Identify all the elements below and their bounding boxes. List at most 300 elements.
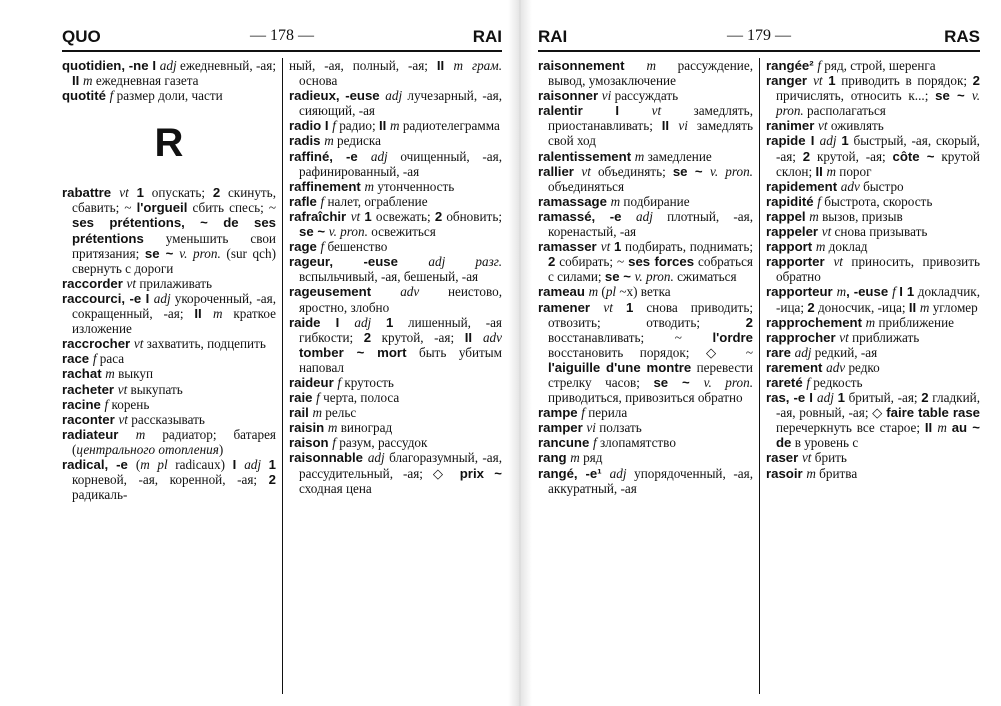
entry-text: лишенный, -ая гибкости; xyxy=(299,314,502,345)
headword: raisonner xyxy=(538,88,602,104)
dictionary-entry xyxy=(538,58,753,88)
headword: ralentissement xyxy=(538,148,635,164)
dictionary-entry xyxy=(289,284,502,314)
entry-text: брить xyxy=(811,450,847,466)
entry-text: 1 xyxy=(385,314,394,330)
headword: raie xyxy=(289,390,317,406)
entry-text: adj xyxy=(609,465,627,481)
entry-text: II xyxy=(464,329,483,345)
entry-text: faire table rase xyxy=(886,405,980,421)
entry-text: снова приводить; отвозить; отводить; xyxy=(548,299,753,330)
entry-text: (sur qch) свернуть с дороги xyxy=(72,245,276,276)
entry-text: собраться с силами; xyxy=(548,254,753,285)
entry-text: виноград xyxy=(337,420,393,436)
entry-text: m xyxy=(937,420,947,436)
entry-text: m xyxy=(919,299,930,315)
entry-text: II xyxy=(378,118,390,134)
entry-text: m xyxy=(809,208,819,224)
dictionary-entry xyxy=(289,209,502,239)
entry-text: f xyxy=(806,374,810,390)
column-right xyxy=(282,58,502,694)
page-columns xyxy=(538,58,980,694)
entry-text: объединять; xyxy=(590,163,673,179)
entry-text: vi xyxy=(678,118,688,134)
entry-text: m xyxy=(324,133,334,149)
entry-text: очищенный, -ая, рафинированный, -ая xyxy=(299,148,502,179)
entry-text: II xyxy=(815,163,827,179)
dictionary-entry xyxy=(766,345,980,360)
entry-text: раса xyxy=(96,351,125,367)
entry-text: v. pron. xyxy=(703,374,753,390)
guide-word-left: QUO xyxy=(62,27,101,46)
page-179 xyxy=(538,22,980,692)
dictionary-entry xyxy=(62,412,276,427)
headword: rapporteur xyxy=(766,284,837,300)
entry-text: adv xyxy=(482,329,502,345)
headword: raccourci, -e I xyxy=(62,290,154,306)
entry-text: f xyxy=(320,239,325,255)
entry-text: ежедневная газета xyxy=(92,73,199,89)
entry-text: adj xyxy=(370,148,388,164)
entry-text: радио; xyxy=(335,118,379,134)
entry-text: f xyxy=(316,390,320,406)
entry-text: f xyxy=(592,435,597,451)
entry-text: f xyxy=(332,118,336,134)
entry-text xyxy=(129,185,137,200)
dictionary-entry xyxy=(766,466,980,481)
entry-text: причислять, относить к...; xyxy=(776,88,936,104)
entry-text: крутой склон; xyxy=(776,148,980,179)
entry-text: I xyxy=(232,456,245,472)
entry-text: II xyxy=(661,118,679,134)
entry-text: выкупать xyxy=(127,381,183,397)
entry-text: adv xyxy=(400,284,420,300)
headword: , -euse xyxy=(846,284,893,300)
headword: rallier xyxy=(538,163,582,179)
dictionary-entry xyxy=(62,276,276,291)
dictionary-entry xyxy=(766,239,980,254)
entry-text: плотный, -ая, коренастый, -ая xyxy=(548,208,753,240)
entry-text: vi xyxy=(586,420,596,436)
entry-text: 2 xyxy=(212,185,221,201)
headword: raffiné, -e xyxy=(289,148,371,164)
headword: radis xyxy=(289,133,325,149)
headword: ramassage xyxy=(538,193,611,209)
dictionary-entry xyxy=(289,118,502,133)
entry-text: редкость xyxy=(810,374,863,390)
dictionary-entry xyxy=(289,254,502,284)
entry-text: 2 xyxy=(363,329,372,345)
entry-text: бешенство xyxy=(324,239,388,255)
entry-text: f xyxy=(817,58,821,73)
entry-text: m xyxy=(865,314,876,330)
entry-text: перила xyxy=(584,405,628,421)
entry-text: adj xyxy=(153,290,171,306)
dictionary-entry xyxy=(62,291,276,336)
entry-text: se ~ xyxy=(653,374,704,390)
entry-text: m xyxy=(212,306,223,322)
entry-text: скинуть, сбавить; ~ xyxy=(72,185,276,216)
entry-list xyxy=(289,58,502,496)
entry-text: собирать; ~ xyxy=(555,254,629,270)
headword: rangé, -e¹ xyxy=(538,465,610,481)
entry-text: ~x) ветка xyxy=(616,284,671,300)
entry-text: крутой, -ая; xyxy=(371,329,465,345)
dictionary-entry xyxy=(538,149,753,164)
entry-text: корень xyxy=(108,396,150,412)
dictionary-entry xyxy=(289,315,502,375)
dictionary-entry xyxy=(62,457,276,502)
headword: rachat xyxy=(62,366,106,382)
entry-text: быстрый, -ая, скорый, -ая; xyxy=(776,133,980,164)
entry-text: l'orgueil xyxy=(136,200,188,216)
entry-text: основа xyxy=(299,73,338,89)
entry-text: m xyxy=(312,405,322,421)
entry-text: сбить спесь; ~ xyxy=(187,200,276,216)
entry-text: рассказывать xyxy=(127,411,205,427)
headword: radical, -e xyxy=(62,456,136,472)
entry-text: tomber ~ mort xyxy=(299,344,407,360)
entry-text: 1 xyxy=(136,185,144,201)
entry-text: 2 xyxy=(745,314,753,330)
entry-text: упорядоченный, -ая, аккуратный, -ая xyxy=(548,465,753,496)
entry-text: adj xyxy=(817,390,834,406)
entry-text: 2 xyxy=(434,208,443,224)
entry-text: vt xyxy=(813,73,823,89)
entry-text: vt xyxy=(839,329,849,345)
entry-text: II xyxy=(908,299,920,315)
entry-text: приближение xyxy=(875,314,954,330)
dictionary-entry xyxy=(289,375,502,390)
headword: rageusement xyxy=(289,284,401,300)
entry-text: ) xyxy=(218,441,224,457)
dictionary-entry xyxy=(766,58,980,73)
entry-text: se ~ xyxy=(299,224,329,240)
entry-text xyxy=(261,457,269,472)
entry-text: se ~ xyxy=(144,245,180,261)
entry-text: захватить, подцепить xyxy=(143,336,266,352)
book-gutter xyxy=(508,0,532,706)
entry-text: f xyxy=(104,396,109,412)
entry-text: vt xyxy=(350,208,361,224)
dictionary-entry xyxy=(766,73,980,118)
entry-list xyxy=(62,185,276,502)
entry-text: выкуп xyxy=(114,366,154,382)
entry-text: разум, рассудок xyxy=(335,435,428,451)
headword: ramassé, -e xyxy=(538,208,637,224)
column-left xyxy=(538,58,759,694)
headword: rapprochement xyxy=(766,314,866,330)
headword: rare xyxy=(766,344,795,360)
entry-text: замедлять свой ход xyxy=(548,118,753,149)
entry-text: m pl xyxy=(140,456,168,472)
entry-text: adj xyxy=(354,314,372,330)
running-header xyxy=(62,22,502,52)
entry-text: II xyxy=(436,58,454,73)
entry-text: обновить; xyxy=(442,208,502,224)
entry-text: m xyxy=(327,420,338,436)
entry-text: adj xyxy=(159,58,177,73)
entry-text: ses prétentions, ~ de ses prétentions xyxy=(72,215,276,246)
dictionary-entry xyxy=(62,366,276,381)
entry-text: ползать xyxy=(595,420,642,436)
entry-text: лучезарный, -ая, сияющий, -ая xyxy=(299,88,502,119)
entry-text: m грам. xyxy=(453,58,502,73)
dictionary-entry xyxy=(289,405,502,420)
dictionary-entry xyxy=(289,149,502,179)
entry-text: f xyxy=(337,374,342,390)
entry-text: m xyxy=(570,450,580,466)
entry-text: l'aiguille d'une montre xyxy=(548,359,692,375)
headword: rampe xyxy=(538,405,582,421)
entry-text: m xyxy=(83,73,93,89)
entry-text: ный, -ая, полный, -ая; xyxy=(289,58,437,73)
headword: rancune xyxy=(538,435,593,451)
entry-text: m xyxy=(634,148,645,164)
headword: raser xyxy=(766,450,802,466)
entry-text: крутость xyxy=(341,374,394,390)
dictionary-entry xyxy=(766,375,980,390)
running-header xyxy=(538,22,980,52)
guide-word-right: RAS xyxy=(944,27,980,46)
dictionary-entry xyxy=(538,450,753,465)
entry-text: 1 xyxy=(828,73,836,89)
dictionary-entry xyxy=(538,209,753,239)
headword: ramper xyxy=(538,420,587,436)
entry-text: f xyxy=(109,88,114,104)
dictionary-entry xyxy=(62,351,276,366)
entry-text: adj xyxy=(819,133,837,149)
headword: rameau xyxy=(538,284,589,300)
headword: rareté xyxy=(766,374,807,390)
entry-text: корневой, -ая, коренной, -ая; xyxy=(72,472,269,488)
entry-text: приближать xyxy=(848,329,920,345)
entry-text: adj xyxy=(794,344,812,360)
entry-text: radicaux) xyxy=(167,456,233,472)
dictionary-entry xyxy=(289,239,502,254)
headword: rangée² xyxy=(766,58,818,73)
dictionary-entry xyxy=(289,88,502,118)
headword: raisin xyxy=(289,420,328,436)
entry-text: 2 xyxy=(921,390,929,406)
dictionary-entry xyxy=(538,164,753,194)
entry-text: рельс xyxy=(322,405,357,421)
entry-text: редко xyxy=(845,359,880,375)
headword: raconter xyxy=(62,411,119,427)
column-right xyxy=(759,58,980,694)
headword: rapporter xyxy=(766,254,834,270)
headword: rappeler xyxy=(766,224,822,240)
entry-text: m xyxy=(826,163,836,179)
entry-text: f xyxy=(817,193,821,209)
entry-text: v. pron. xyxy=(710,163,753,179)
entry-text xyxy=(613,300,626,315)
entry-text: vt xyxy=(126,275,137,291)
page-columns xyxy=(62,58,502,694)
entry-text: опускать; xyxy=(143,185,213,201)
entry-text: vt xyxy=(821,224,832,240)
dictionary-entry xyxy=(62,58,276,88)
entry-text: благоразумный, -ая, рассудительный, -ая; ◇ xyxy=(299,450,502,481)
dictionary-entry xyxy=(62,185,276,276)
entry-text: vt xyxy=(600,239,611,255)
headword: rapidement xyxy=(766,178,841,194)
dictionary-entry xyxy=(289,179,502,194)
entry-text: ( xyxy=(598,284,606,300)
entry-text: краткое изложение xyxy=(72,306,276,337)
entry-text: черта, полоса xyxy=(319,390,400,406)
entry-text: m xyxy=(588,284,599,300)
entry-text: подбирать, поднимать; xyxy=(621,239,754,255)
entry-text: prix ~ xyxy=(459,465,502,481)
entry-text: быстро xyxy=(859,178,904,194)
entry-text: m xyxy=(836,284,847,300)
entry-text: 1 xyxy=(364,208,372,224)
headword: rang xyxy=(538,450,571,466)
entry-text: укороченный, -ая, сокращенный, -ая; xyxy=(72,290,276,322)
entry-text: угломер xyxy=(929,299,978,315)
entry-text: освежать; xyxy=(371,208,435,224)
dictionary-entry xyxy=(289,435,502,450)
entry-text: m xyxy=(806,465,816,481)
entry-text: снова призывать xyxy=(831,224,928,240)
dictionary-entry xyxy=(766,360,980,375)
entry-text: прилаживать xyxy=(136,275,212,291)
entry-text: adj разг. xyxy=(428,254,502,270)
entry-text: ряд xyxy=(579,450,603,466)
entry-text: докладчик, -ица; xyxy=(776,284,980,315)
entry-text: уменьшить свои притязания; xyxy=(72,230,276,261)
entry-text: 2 xyxy=(972,73,980,89)
entry-text: крутой, -ая; xyxy=(810,148,893,164)
headword: raideur xyxy=(289,374,338,390)
guide-word-right: RAI xyxy=(472,27,502,46)
entry-text: f xyxy=(892,284,896,300)
headword: ralentir I xyxy=(538,103,652,119)
headword: raccrocher xyxy=(62,336,134,352)
entry-text: перечеркнуть все старое; xyxy=(776,420,925,436)
section-letter: R xyxy=(154,121,184,166)
entry-text: быть убитым наповал xyxy=(299,344,502,375)
entry-text: замедление xyxy=(644,148,712,164)
headword: rarement xyxy=(766,359,827,375)
dictionary-entry xyxy=(538,405,753,420)
dictionary-entry xyxy=(766,390,980,450)
dictionary-entry xyxy=(62,382,276,397)
entry-text: adj xyxy=(385,88,403,104)
headword: ramener xyxy=(538,299,604,315)
headword: radiateur xyxy=(62,426,136,442)
dictionary-entry xyxy=(766,179,980,194)
entry-text: se ~ xyxy=(604,269,635,285)
entry-text: f xyxy=(332,435,336,451)
entry-text: 1 xyxy=(625,299,634,315)
dictionary-entry xyxy=(289,420,502,435)
entry-text: в уровень с xyxy=(791,435,859,451)
headword: quotidien, -ne I xyxy=(62,58,160,73)
headword: rabattre xyxy=(62,185,120,201)
dictionary-entry xyxy=(289,390,502,405)
entry-text: перевести стрелку часов; xyxy=(548,359,753,390)
entry-text: приносить, привозить обратно xyxy=(776,254,980,285)
entry-text: 2 xyxy=(802,148,811,164)
dictionary-entry xyxy=(538,88,753,103)
entry-list xyxy=(538,58,753,496)
entry-text: 1 xyxy=(268,456,276,472)
entry-text: 2 xyxy=(268,472,276,488)
guide-word-left: RAI xyxy=(538,27,568,46)
headword: rappel xyxy=(766,208,810,224)
entry-text: восстановить порядок; ◇ ~ xyxy=(548,344,753,360)
headword: raide I xyxy=(289,314,355,330)
headword: raisonnement xyxy=(538,58,647,73)
entry-text: 2 xyxy=(807,299,815,315)
entry-text: порог xyxy=(835,163,872,179)
entry-text: радиатор; батарея ( xyxy=(72,426,276,457)
headword: raffinement xyxy=(289,178,365,194)
entry-text: рассуждение, вывод, умозаключение xyxy=(548,58,753,89)
entry-text: ежедневный, -ая; xyxy=(176,58,276,73)
entry-text: объединяться xyxy=(548,178,625,194)
entry-text: подбирание xyxy=(620,193,690,209)
entry-text: 2 xyxy=(548,254,556,270)
dictionary-entry xyxy=(766,118,980,133)
entry-text: доносчик, -ица; xyxy=(814,299,909,315)
headword: radieux, -euse xyxy=(289,88,386,104)
entry-text: au ~ de xyxy=(776,420,980,451)
entry-text: редкий, -ая xyxy=(811,344,878,360)
dictionary-entry xyxy=(766,330,980,345)
entry-text: f xyxy=(320,193,325,209)
entry-text: adv xyxy=(826,359,846,375)
entry-text: доклад xyxy=(825,239,868,255)
entry-list xyxy=(766,58,980,481)
entry-text: vt xyxy=(581,163,591,179)
entry-text xyxy=(371,315,386,330)
dictionary-entry xyxy=(62,336,276,351)
entry-text: adj xyxy=(244,456,262,472)
entry-text: радикаль- xyxy=(72,487,128,503)
dictionary-entry xyxy=(538,300,753,406)
entry-text: vt xyxy=(118,411,128,427)
dictionary-entry xyxy=(62,88,276,103)
dictionary-entry xyxy=(289,58,502,88)
headword: rage xyxy=(289,239,321,255)
dictionary-entry xyxy=(289,133,502,148)
entry-text: II xyxy=(194,306,213,322)
headword: raccorder xyxy=(62,275,127,291)
entry-text: располагаться xyxy=(803,103,886,119)
entry-text: неистово, яростно, злобно xyxy=(299,284,502,315)
entry-text: m xyxy=(610,193,621,209)
entry-text: приводить в порядок; xyxy=(835,73,973,89)
entry-text: быстрота, скорость xyxy=(820,193,933,209)
headword: rail xyxy=(289,405,313,421)
headword: rapprocher xyxy=(766,329,840,345)
headword: radio I xyxy=(289,118,333,134)
entry-text: vi xyxy=(601,88,612,104)
headword: rasoir xyxy=(766,465,807,481)
entry-text: adj xyxy=(367,450,385,466)
entry-text: II xyxy=(72,73,83,89)
headword: ranger xyxy=(766,73,814,89)
entry-list xyxy=(62,58,276,103)
entry-text: m xyxy=(105,366,115,382)
entry-text: pl xyxy=(605,284,617,300)
entry-text: v. pron. xyxy=(328,224,368,240)
entry-text: замедлять, приостанавливать; xyxy=(548,103,753,134)
entry-text: côte ~ xyxy=(892,148,935,164)
